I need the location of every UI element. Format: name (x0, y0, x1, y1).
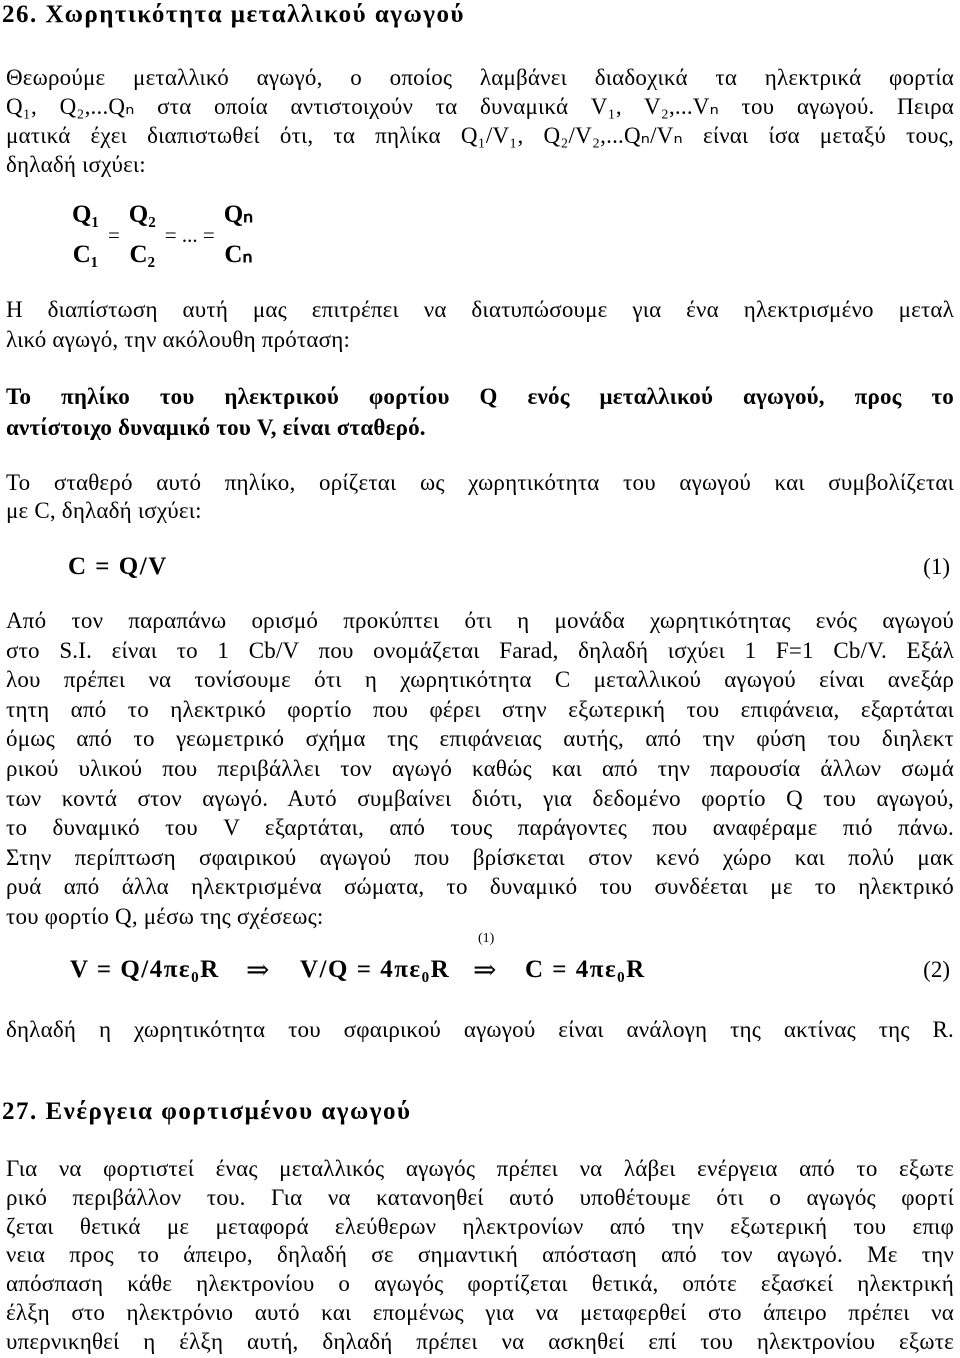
paragraph-line: Το σταθερό αυτό πηλίκο, ορίζεται ως χωρητικότητα του αγωγού και συμβολίζεται (6, 470, 954, 495)
paragraph-line: ζεται θετικά με μεταφορά ελεύθερων ηλεκτρονίων από την εξωτερική του επιφ (6, 1213, 954, 1239)
implies-arrow-icon: ⇒ (473, 953, 497, 986)
statement-line: Το πηλίκο του ηλεκτρικού φορτίου Q ενός μεταλλικού αγωγού, προς το (6, 384, 954, 409)
fraction-qn-cn (224, 195, 253, 275)
paragraph-line: Q₁, Q₂,...Qₙ στα οποία αντιστοιχούν τα δυναμικά V₁, V₂,...Vₙ του αγωγού. Πειρα (6, 94, 954, 119)
equation-potential: V = Q/4πε₀R (70, 956, 220, 983)
equation-ratio: V/Q = 4πε₀R (300, 956, 451, 983)
paragraph-line: δηλαδή ισχύει: (6, 152, 146, 177)
paragraph-line: έλξη στο ηλεκτρόνιο αυτό και επομένως για να μεταφερθεί στο άπειρο πρέπει να (6, 1299, 954, 1325)
paragraph-line: ρυά από άλλα ηλεκτρισμένα σώματα, το δυναμικό του συνδέεται με το ηλεκτρικό (6, 874, 954, 900)
equation-capacitance: C = 4πε₀R (525, 956, 646, 983)
paragraph-line: νεια προς το άπειρο, δηλαδή σε σημαντική απόσταση από τον αγωγό. Με την (6, 1242, 954, 1268)
statement-line: αντίστοιχο δυναμικό του V, είναι σταθερό. (6, 415, 426, 440)
denominator-c1: C₁ (72, 241, 99, 268)
paragraph-line: Για να φορτιστεί ένας μεταλλικός αγωγός πρέπει να λάβει ενέργεια από το εξωτε (6, 1156, 954, 1181)
sphere-capacitance-equation (6, 931, 954, 986)
section-heading-27: 27. Ενέργεια φορτισμένου αγωγού (2, 1098, 412, 1125)
paragraph-conclusion (6, 1015, 954, 1045)
bold-statement (6, 381, 954, 443)
paragraph-energy (6, 1155, 954, 1357)
paragraph-intro (6, 63, 954, 179)
equation-formula: C = Q/V (68, 553, 168, 580)
fraction-q2-c2 (129, 195, 156, 275)
equals-ellipsis: = ... = (164, 223, 215, 247)
denominator-cn: Cₙ (224, 241, 253, 268)
paragraph-line: του φορτίο Q, μέσω της σχέσεως: (6, 903, 324, 929)
arrow-reference: (1) (478, 931, 495, 946)
ratio-equality-equation (72, 195, 253, 275)
numerator-qn: Qₙ (223, 201, 254, 228)
section-heading-26: 26. Χωρητικότητα μεταλλικού αγωγού (2, 1, 465, 28)
paragraph-line: λικό αγωγό, την ακόλουθη πρόταση: (6, 327, 351, 352)
paragraph-line: ματικά έχει διαπιστωθεί ότι, τα πηλίκα Q₁/V₁, Q₂/V₂,...Qₙ/Vₙ είναι ίσα μεταξύ τους, (6, 123, 954, 148)
paragraph-line: ρικό περιβάλλον του. Για να κατανοηθεί αυτό υποθέτουμε ότι ο αγωγός φορτί (6, 1184, 954, 1210)
paragraph-line: Θεωρούμε μεταλλικό αγωγό, ο οποίος λαμβάνει διαδοχικά τα ηλεκτρικά φορτία (6, 65, 954, 90)
paragraph-line: υπερνικηθεί η έλξη αυτή, δηλαδή πρέπει να ασκηθεί επί του ηλεκτρονίου εξωτε (6, 1328, 954, 1354)
paragraph-line: απόσπαση κάθε ηλεκτρονίου ο αγωγός φορτίζεται θετικά, οπότε εξασκεί ηλεκτρική (6, 1271, 954, 1297)
paragraph-line: ρικού υλικού που περιβάλλει τον αγωγό καθώς και από την παρουσία άλλων σωμά (6, 755, 954, 781)
equals-sign: = (107, 223, 120, 247)
implies-arrow-icon: ⇒ (246, 953, 270, 986)
numerator-q1: Q₁ (72, 201, 99, 228)
numerator-q2: Q₂ (128, 201, 156, 228)
paragraph-line: Η διαπίστωση αυτή μας επιτρέπει να διατυπώσουμε για ένα ηλεκτρισμένο μεταλ (6, 297, 954, 322)
paragraph-line: Από τον παραπάνω ορισμό προκύπτει ότι η μονάδα χωρητικότητας ενός αγωγού (6, 608, 954, 633)
equation-number: (1) (923, 554, 950, 579)
equation-number: (2) (923, 957, 950, 982)
paragraph-line: τητη από το ηλεκτρικό φορτίο που φέρει στην εξωτερική του επιφάνεια, εξαρτάται (6, 696, 954, 722)
paragraph-line: λου πρέπει να τονίσουμε ότι η χωρητικότητα C μεταλλικού αγωγού είναι ανεξάρ (6, 667, 954, 693)
paragraph-units (6, 606, 954, 932)
denominator-c2: C₂ (129, 241, 156, 268)
paragraph-line: των κοντά στον αγωγό. Αυτό συμβαίνει διότι, για δεδομένο φορτίο Q του αγωγού, (6, 785, 954, 811)
paragraph-line: στο S.I. είναι το 1 Cb/V που ονομάζεται Farad, δηλαδή ισχύει 1 F=1 Cb/V. Εξάλ (6, 637, 954, 663)
fraction-q1-c1 (72, 195, 99, 275)
paragraph-definition (6, 469, 954, 524)
paragraph-line: το δυναμικό του V εξαρτάται, από τους παράγοντες που αναφέραμε πιό πάνω. (6, 815, 954, 841)
paragraph-line: Στην περίπτωση σφαιρικού αγωγού που βρίσκεται στον κενό χώρο και πολύ μακ (6, 844, 954, 870)
paragraph-line: δηλαδή η χωρητικότητα του σφαιρικού αγωγού είναι ανάλογη της ακτίνας της R. (6, 1017, 954, 1042)
paragraph-line: με C, δηλαδή ισχύει: (6, 497, 202, 523)
paragraph-observation (6, 295, 954, 355)
paragraph-line: όμως από το γεωμετρικό σχήμα της επιφάνειας αυτής, από την φύση του διηλεκτ (6, 726, 954, 752)
capacitance-equation (6, 552, 954, 582)
